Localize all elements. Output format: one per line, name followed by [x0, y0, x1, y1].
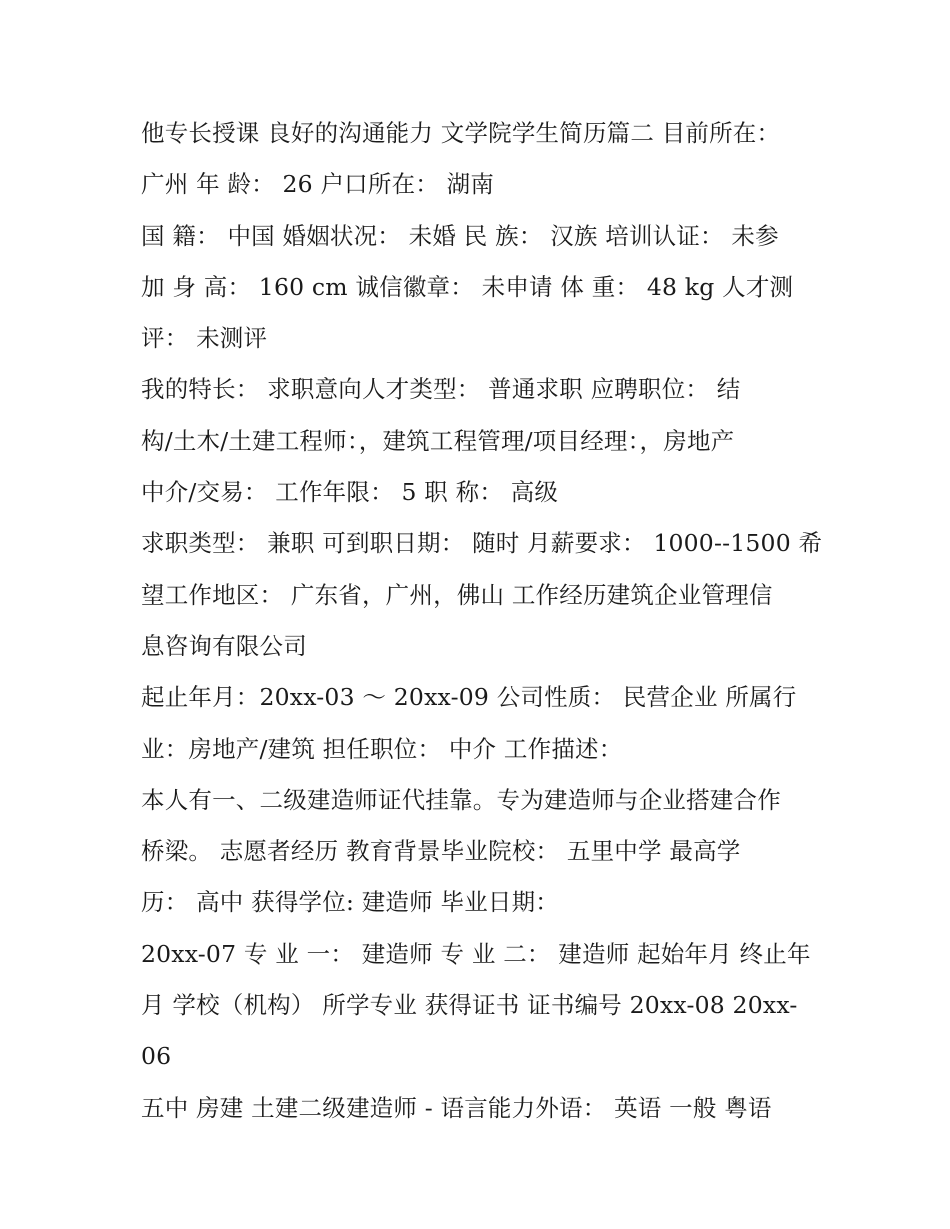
text-line: 息咨询有限公司 [141, 631, 307, 660]
document-body [141, 108, 821, 1134]
text-line: 他专长授课 良好的沟通能力 文学院学生简历篇二 目前所在： [141, 119, 781, 147]
text-line: 评： 未测评 [141, 324, 268, 353]
text-line: 起止年月：20xx-03 ～ 20xx-09 公司性质： 民营企业 所属行 [141, 683, 797, 712]
text-line: 本人有一、二级建造师证代挂靠。专为建造师与企业搭建合作 [141, 785, 781, 814]
text-line: 06 [141, 1042, 172, 1071]
text-line: 中介/交易： 工作年限： 5 职 称： 高级 [141, 478, 559, 507]
text-line: 加 身 高： 160 cm 诚信徽章： 未申请 体 重： 48 kg 人才测 [141, 272, 794, 301]
text-line: 构/土木/土建工程师：，建筑工程管理/项目经理：，房地产 [141, 426, 735, 455]
text-line: 五中 房建 土建二级建造师 - 语言能力外语： 英语 一般 粤语 [141, 1093, 772, 1122]
text-line: 求职类型： 兼职 可到职日期： 随时 月薪要求： 1000--1500 希 [141, 529, 823, 558]
text-line: 历： 高中 获得学位: 建造师 毕业日期： [141, 888, 559, 917]
text-line: 我的特长： 求职意向人才类型： 普通求职 应聘职位： 结 [141, 375, 741, 404]
text-line: 业：房地产/建筑 担任职位： 中介 工作描述： [141, 734, 623, 763]
text-line: 广州 年 龄： 26 户口所在： 湖南 [141, 170, 495, 199]
text-line: 望工作地区： 广东省，广州，佛山 工作经历建筑企业管理信 [141, 580, 773, 609]
text-line: 国 籍： 中国 婚姻状况： 未婚 民 族： 汉族 培训认证： 未参 [141, 221, 779, 250]
text-line: 桥梁。 志愿者经历 教育背景毕业院校： 五里中学 最高学 [141, 837, 741, 866]
text-line: 月 学校（机构） 所学专业 获得证书 证书编号 20xx-08 20xx- [141, 991, 798, 1020]
text-line: 20xx-07 专 业 一： 建造师 专 业 二： 建造师 起始年月 终止年 [141, 939, 811, 968]
